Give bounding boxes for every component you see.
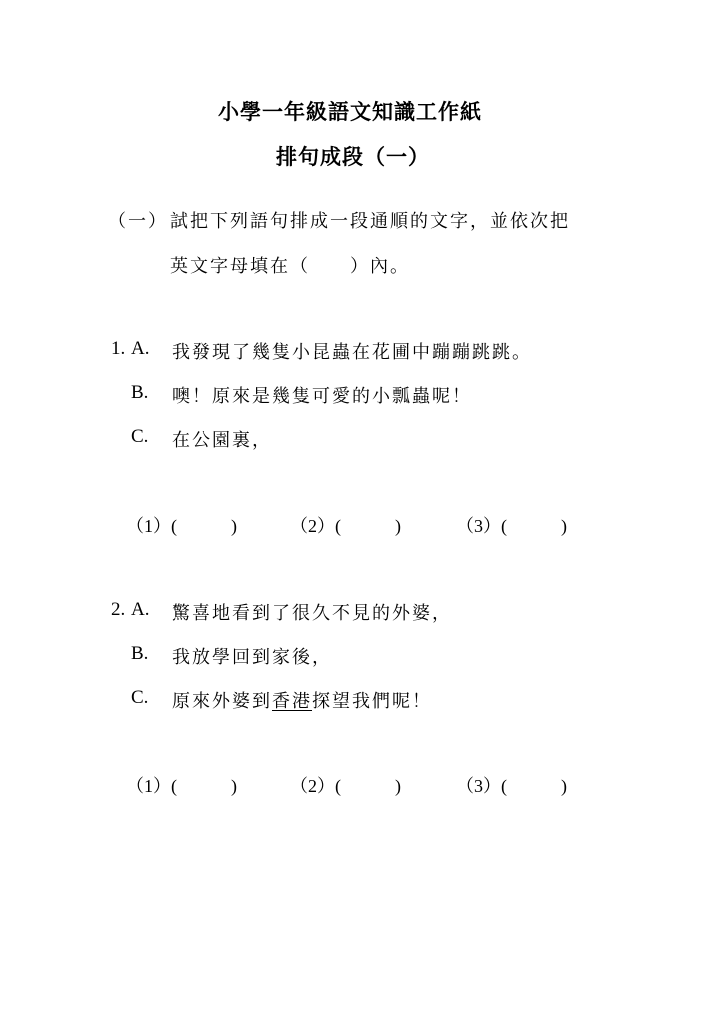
instruction-line-1: 試把下列語句排成一段通順的文字，並依次把 <box>170 211 570 232</box>
section-marker: （一） <box>108 211 168 232</box>
sentence-a: 我發現了幾隻小昆蟲在花圃中蹦蹦跳跳。 <box>172 342 532 363</box>
place-name-underlined: 香港 <box>272 691 312 712</box>
item-letter: B. <box>131 382 149 403</box>
worksheet-subtitle: 排句成段（一） <box>276 144 430 169</box>
answer-blank-1[interactable]: （1）( ) <box>126 776 237 796</box>
sentence-b: 噢！原來是幾隻可愛的小瓢蟲呢！ <box>172 386 472 407</box>
answer-blank-3[interactable]: （3）( ) <box>456 776 567 796</box>
item-letter: C. <box>131 426 149 447</box>
worksheet-title: 小學一年級語文知識工作紙 <box>218 99 482 124</box>
sentence-b: 我放學回到家後， <box>172 647 332 668</box>
item-letter: B. <box>131 643 149 664</box>
sentence-c <box>172 687 432 713</box>
question-number: 2. <box>111 599 126 620</box>
answer-blank-1[interactable]: （1）( ) <box>126 516 237 536</box>
sentence-a: 驚喜地看到了很久不見的外婆， <box>172 603 452 624</box>
item-letter: A. <box>131 599 150 620</box>
answer-blank-2[interactable]: （2）( ) <box>290 516 401 536</box>
item-letter: C. <box>131 687 149 708</box>
question-number: 1. <box>111 338 126 359</box>
answer-blank-3[interactable]: （3）( ) <box>456 516 567 536</box>
sentence-c: 在公園裏， <box>172 430 272 451</box>
instruction-line-2: 英文字母填在（ ）內。 <box>170 256 410 277</box>
sentence-c-after: 探望我們呢！ <box>312 691 432 712</box>
answer-blank-2[interactable]: （2）( ) <box>290 776 401 796</box>
sentence-c-before: 原來外婆到 <box>172 691 272 712</box>
item-letter: A. <box>131 338 150 359</box>
